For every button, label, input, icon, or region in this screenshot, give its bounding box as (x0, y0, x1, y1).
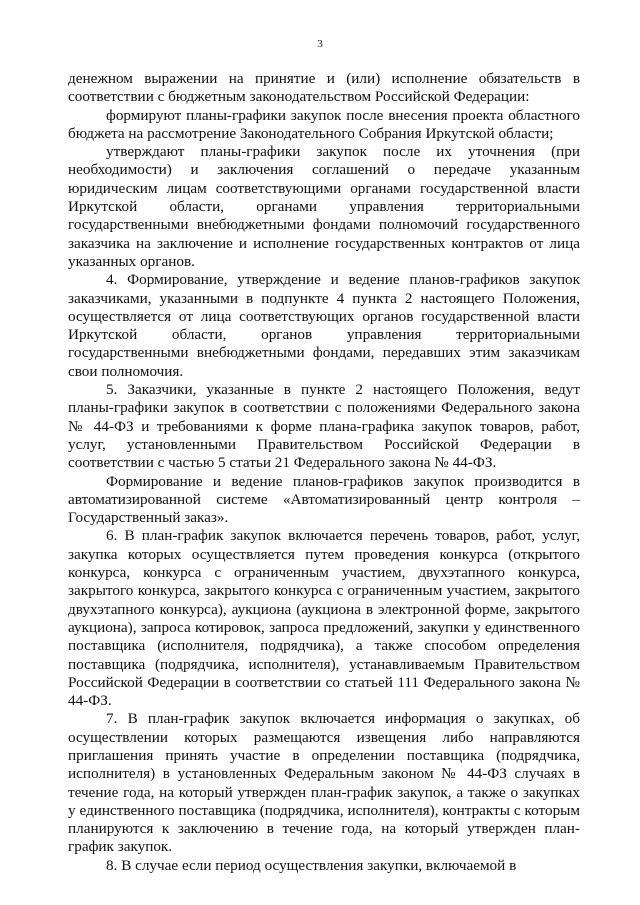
paragraph-3: утверждают планы-графики закупок после их уточнения (при необходимости) и заключения соглашений о передаче указанным юридическим лицам соответствующими органами государственной власти Иркутской области, органами управления территориальными государственными внебюджетными фондами полномочий государственного заказчика на заключение и исполнение государственных контрактов от лица указанных органов. (68, 143, 580, 270)
paragraph-1: денежном выражении на принятие и (или) исполнение обязательств в соответствии с бюджетным законодательством Российской Федерации: (68, 70, 580, 106)
paragraph-6: Формирование и ведение планов-графиков закупок производится в автоматизированной системе «Автоматизированный центр контроля – Государственный заказ». (68, 472, 580, 527)
paragraph-7: 6. В план-график закупок включается перечень товаров, работ, услуг, закупка которых осуществляется путем проведения конкурса (открытого конкурса, конкурса с ограниченным участием, двухэтапного конкурса, закрытого конкурса, закрытого конкурса с ограниченным участием, закрытого двухэтапного конкурса), аукциона (аукциона в электронной форме, закрытого аукциона), запроса котировок, запроса предложений, закупки у единственного поставщика (исполнителя, подрядчика), а также способом определения поставщика (подрядчика, исполнителя), устанавливаемым Правительством Российской Федерации в соответствии со статьей 111 Федерального закона № 44-ФЗ. (68, 527, 580, 710)
paragraph-9: 8. В случае если период осуществления закупки, включаемой в (106, 856, 517, 874)
paragraph-4: 4. Формирование, утверждение и ведение планов-графиков закупок заказчиками, указанными в подпункте 4 пункта 2 настоящего Положения, осуществляется от лица соответствующих органов государственной власти Иркутской области, органов управления территориальными государственными внебюджетными фондами, передавших этим заказчикам свои полномочия. (68, 271, 580, 380)
paragraph-2: формируют планы-графики закупок после внесения проекта областного бюджета на рассмотрение Законодательного Собрания Иркутской области; (68, 106, 580, 142)
paragraph-5: 5. Заказчики, указанные в пункте 2 настоящего Положения, ведут планы-графики закупок в соответствии с положениями Федерального закона № 44-ФЗ и требованиями к форме плана-графика закупок товаров, работ, услуг, установленными Правительством Российской Федерации в соответствии с частью 5 статьи 21 Федерального закона № 44-ФЗ. (68, 381, 580, 472)
paragraph-8: 7. В план-график закупок включается информация о закупках, об осуществлении которых размещаются извещения либо направляются приглашения принять участие в определении поставщика (подрядчика, исполнителя) в установленных Федеральным законом № 44-ФЗ случаях в течение года, на который утвержден план-график закупок, а также о закупках у единственного поставщика (подрядчика, исполнителя), контракты с которым планируются к заключению в течение года, на который утвержден план-график закупок. (68, 710, 580, 856)
document-body (68, 70, 580, 875)
page-number: 3 (317, 38, 323, 50)
